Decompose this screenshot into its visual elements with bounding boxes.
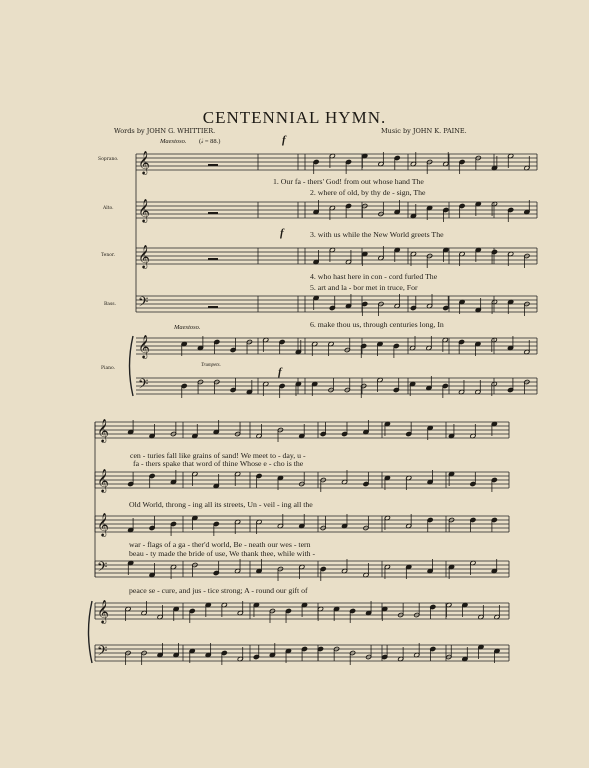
svg-text:𝄢: 𝄢 — [97, 559, 108, 578]
forte-marking-top: f — [282, 134, 286, 146]
svg-text:𝄢: 𝄢 — [138, 294, 149, 313]
metronome-marking: (𝅗𝅥 = 88.) — [199, 138, 221, 145]
piano-bass-notes — [181, 376, 530, 398]
svg-text:𝄞: 𝄞 — [138, 244, 150, 268]
forte-marking-tenor: f — [280, 227, 284, 239]
page-title: CENTENNIAL HYMN. — [202, 108, 387, 127]
bass-notes — [313, 294, 530, 316]
bass-label: Bass. — [104, 302, 117, 307]
whole-rest-soprano — [208, 164, 218, 166]
svg-text:𝄞: 𝄞 — [138, 334, 150, 358]
system2-piano-treble-notes — [125, 601, 500, 623]
tenor-label: Tenor. — [101, 253, 116, 258]
piano-brace-2 — [89, 601, 93, 663]
piano-bass-staff — [136, 376, 537, 395]
piano-label: Piano. — [101, 366, 116, 371]
words-credit: Words by JOHN G. WHITTIER. — [114, 127, 216, 135]
lyric-line-4: war - flags of a ga - ther'd world, Be - neath our wes - tern — [129, 540, 311, 549]
svg-text:𝄞: 𝄞 — [97, 468, 109, 492]
soprano-label: Soprano. — [98, 157, 119, 162]
lyric-line-2: fa - thers spake that word of thine Whose e - cho is the — [133, 459, 304, 468]
forte-marking-piano: f — [278, 366, 282, 378]
svg-text:𝄞: 𝄞 — [138, 198, 150, 222]
system2-soprano-staff — [95, 418, 509, 443]
lyric-verse-6: 6. make thou us, through centuries long, In — [310, 320, 444, 329]
piano-treble-staff — [136, 334, 537, 359]
soprano-staff — [136, 150, 537, 175]
svg-text:𝄞: 𝄞 — [97, 418, 109, 442]
tenor-staff — [136, 244, 537, 269]
soprano-notes — [313, 152, 530, 174]
system2-alto-staff — [95, 468, 509, 493]
svg-text:𝄞: 𝄞 — [138, 150, 150, 174]
svg-text:𝄞: 𝄞 — [97, 599, 109, 623]
lyric-line-3: Old World, throng - ing all its streets, Un - veil - ing all the — [129, 500, 313, 509]
svg-text:𝄢: 𝄢 — [97, 643, 108, 662]
piano-tempo-marking: Maestoso. — [174, 324, 201, 331]
tenor-notes — [313, 246, 530, 268]
lyric-line-5: beau - ty made the bride of use, We thank thee, while with - — [129, 549, 316, 558]
piano-treble-notes — [181, 336, 530, 358]
alto-staff — [136, 198, 537, 223]
trumpets-marking: Trumpets. — [201, 363, 221, 368]
whole-rest-bass — [208, 306, 218, 308]
system2-piano-bass-notes — [125, 643, 500, 665]
lyric-verse-2: 2. where of old, by thy de - sign, The — [310, 188, 426, 197]
whole-rest-alto — [208, 212, 218, 214]
lyric-line-6: peace se - cure, and jus - tice strong; A - round our gift of — [129, 586, 308, 595]
piano-brace-1 — [130, 336, 134, 396]
lyric-verse-5: 5. art and la - bor met in truce, For — [310, 283, 418, 292]
lyric-verse-4: 4. who hast here in con - cord furled The — [310, 272, 438, 281]
music-credit: Music by JOHN K. PAINE. — [381, 127, 467, 135]
tempo-marking: Maestoso. — [160, 138, 187, 145]
alto-notes — [313, 200, 530, 222]
lyric-verse-1: 1. Our fa - thers' God! from out whose hand The — [273, 177, 424, 186]
lyric-verse-3: 3. with us while the New World greets The — [310, 230, 444, 239]
alto-label: Alto. — [103, 206, 114, 211]
svg-text:𝄞: 𝄞 — [97, 512, 109, 536]
whole-rest-tenor — [208, 258, 218, 260]
lyric-line-1: cen - turies fall like grains of sand! We meet to - day, u - — [130, 451, 306, 460]
svg-text:𝄢: 𝄢 — [138, 376, 149, 395]
